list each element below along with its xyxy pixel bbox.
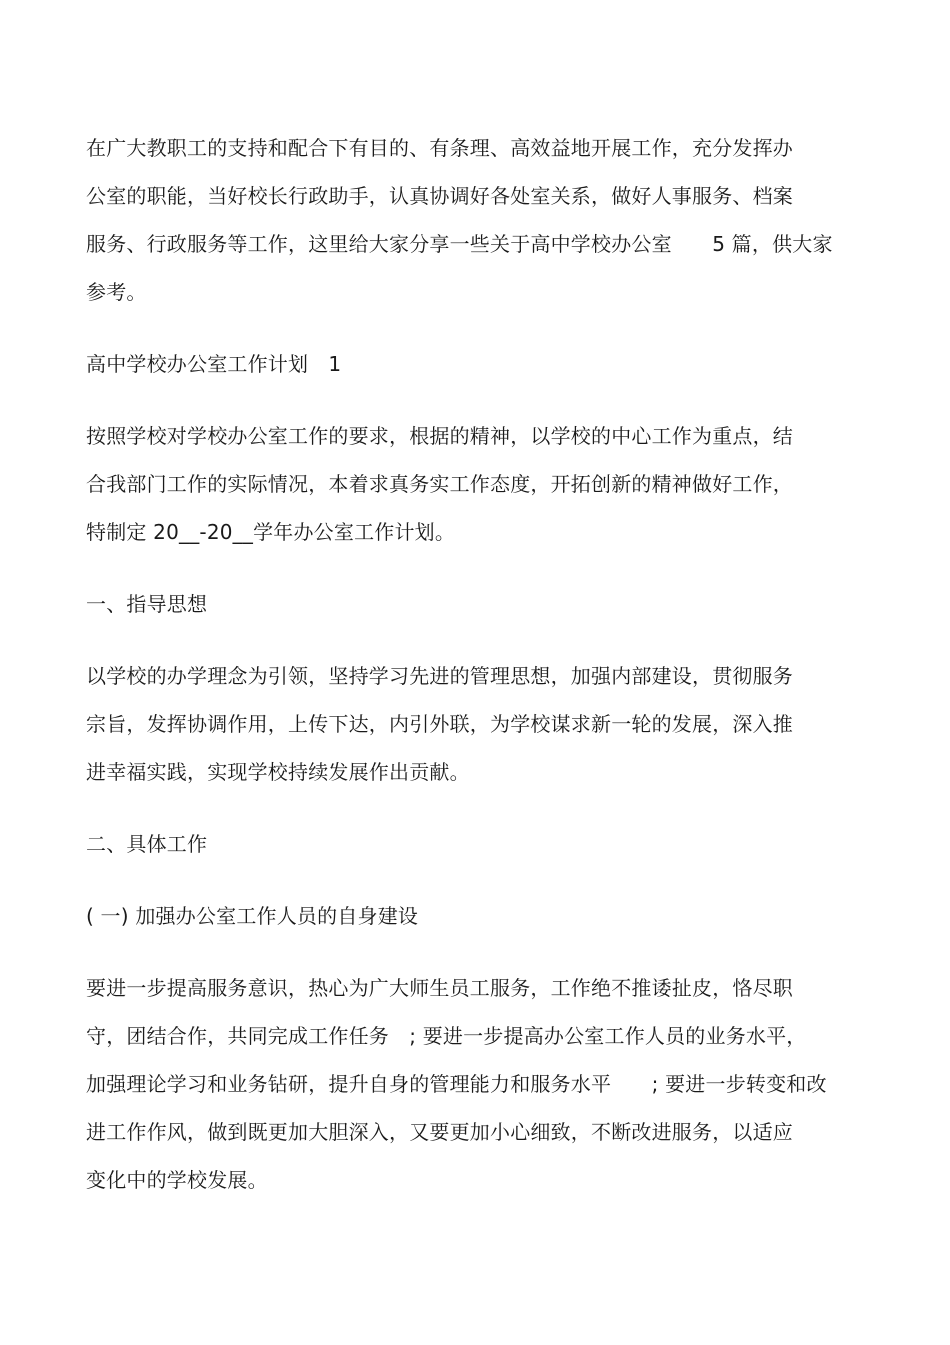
paragraph-gap — [86, 628, 876, 652]
intro-line: 公室的职能，当好校长行政助手，认真协调好各处室关系，做好人事服务、档案 — [86, 184, 793, 208]
intro-line: 在广大教职工的支持和配合下有目的、有条理、高效益地开展工作，充分发挥办 — [86, 136, 793, 160]
section1-line: 以学校的办学理念为引领，坚持学习先进的管理思想，加强内部建设，贯彻服务 — [86, 664, 793, 688]
preface-paragraph — [86, 412, 876, 556]
paragraph-gap — [86, 868, 876, 892]
intro-line: 参考。 — [86, 280, 147, 304]
intro-line: 服务、行政服务等工作，这里给大家分享一些关于高中学校办公室 5 篇，供大家 — [86, 232, 833, 256]
preface-line: 特制定 20__-20__学年办公室工作计划。 — [86, 520, 456, 544]
subsection1-line: 守，团结合作，共同完成工作任务 ; 要进一步提高办公室工作人员的业务水平， — [86, 1024, 807, 1048]
subsection1-line: 变化中的学校发展。 — [86, 1168, 268, 1192]
subsection1-line: 进工作作风，做到既更加大胆深入，又要更加小心细致，不断改进服务，以适应 — [86, 1120, 793, 1144]
paragraph-gap — [86, 388, 876, 412]
preface-line: 按照学校对学校办公室工作的要求，根据的精神，以学校的中心工作为重点，结 — [86, 424, 793, 448]
section2-heading: 二、具体工作 — [86, 832, 208, 856]
subsection1-line: 要进一步提高服务意识，热心为广大师生员工服务，工作绝不推诿扯皮，恪尽职 — [86, 976, 793, 1000]
paragraph-gap — [86, 940, 876, 964]
preface-line: 合我部门工作的实际情况，本着求真务实工作态度，开拓创新的精神做好工作， — [86, 472, 793, 496]
intro-paragraph — [86, 124, 876, 316]
paragraph-gap — [86, 316, 876, 340]
plan-title: 高中学校办公室工作计划 1 — [86, 352, 342, 376]
subsection1-heading: ( 一) 加强办公室工作人员的自身建设 — [86, 904, 419, 928]
section1-line: 进幸福实践，实现学校持续发展作出贡献。 — [86, 760, 470, 784]
section1-paragraph — [86, 652, 876, 796]
subsection1-line: 加强理论学习和业务钻研，提升自身的管理能力和服务水平 ; 要进一步转变和改 — [86, 1072, 827, 1096]
paragraph-gap — [86, 796, 876, 820]
paragraph-gap — [86, 556, 876, 580]
section1-line: 宗旨，发挥协调作用，上传下达，内引外联，为学校谋求新一轮的发展，深入推 — [86, 712, 793, 736]
section1-heading: 一、指导思想 — [86, 592, 208, 616]
document-body — [86, 124, 876, 1204]
subsection1-paragraph — [86, 964, 876, 1204]
